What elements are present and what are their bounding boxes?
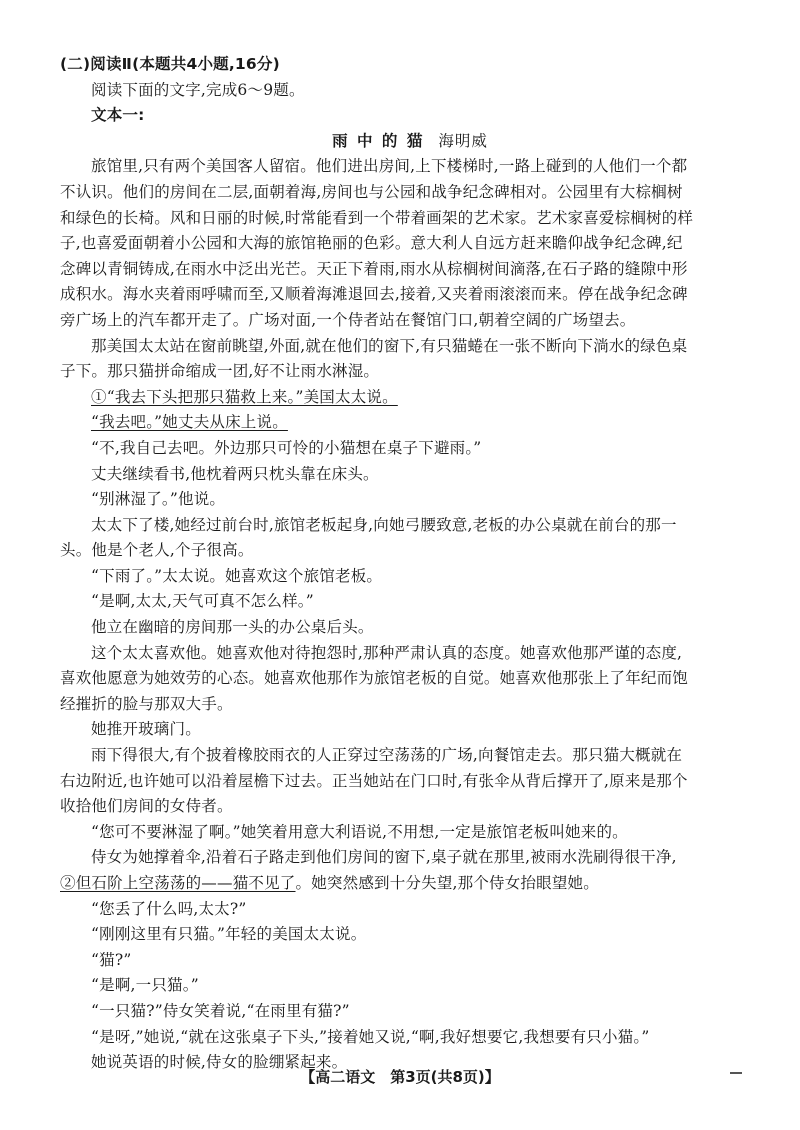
story-line: 不认识。他们的房间在二层,面朝着海,房间也与公园和战争纪念碑相对。公园里有大棕榈树	[60, 182, 683, 201]
dialogue-line: “您可不要淋湿了啊。”她笑着用意大利语说,不用想,一定是旅馆老板叫她来的。	[91, 822, 628, 841]
underlined-dialogue: “我去吧。”她丈夫从床上说。	[91, 413, 288, 432]
story-line: 子,也喜爱面朝着小公园和大海的旅馆艳丽的色彩。意大利人自远方赶来瞻仰战争纪念碑,纪	[60, 234, 683, 253]
story-line: 那美国太太站在窗前眺望,外面,就在他们的窗下,有只猫蜷在一张不断向下淌水的绿色桌	[91, 336, 688, 355]
story-line: 收拾他们房间的女侍者。	[60, 797, 233, 816]
dialogue-line: “您丢了什么吗,太太?”	[91, 899, 247, 918]
story-line: 旁广场上的汽车都开走了。广场对面,一个侍者站在餐馆门口,朝着空阔的广场望去。	[60, 310, 636, 329]
dialogue-line: “下雨了。”太太说。她喜欢这个旅馆老板。	[91, 566, 383, 585]
story-line: 侍女为她撑着伞,沿着石子路走到他们房间的窗下,桌子就在那里,被雨水洗刷得很干净,	[91, 848, 677, 867]
dialogue-line	[60, 385, 760, 411]
story-line: 雨下得很大,有个披着橡胶雨衣的人正穿过空荡荡的广场,向餐馆走去。那只猫大概就在	[91, 746, 683, 765]
story-line: 她说英语的时候,侍女的脸绷紧起来。	[91, 1053, 348, 1072]
section-header: (二)阅读Ⅱ(本题共4小题,16分)	[60, 55, 280, 73]
story-line: 和绿色的长椅。风和日丽的时候,时常能看到一个带着画架的艺术家。艺术家喜爱棕榈树的样	[60, 208, 694, 227]
dialogue-line: “不,我自己去吧。外边那只可怜的小猫想在桌子下避雨。”	[91, 438, 482, 457]
dialogue-line	[60, 410, 760, 436]
instruction-text: 阅读下面的文字,完成6～9题。	[91, 80, 305, 99]
story-line: 经摧折的脸与那双大手。	[60, 694, 233, 713]
page-footer: 【高二语文 第3页(共8页)】	[300, 1068, 500, 1086]
story-line: 旅馆里,只有两个美国客人留宿。他们进出房间,上下楼梯时,一路上碰到的人他们一个都	[91, 157, 688, 176]
story-line: 这个太太喜欢他。她喜欢他对待抱怨时,那种严肃认真的态度。她喜欢他那严谨的态度,	[91, 643, 683, 662]
story-line: 丈夫继续看书,他枕着两只枕头靠在床头。	[91, 464, 379, 483]
story-author: 海明威	[438, 131, 488, 150]
dialogue-line: “别淋湿了。”他说。	[91, 490, 226, 509]
dialogue-line: “刚刚这里有只猫。”年轻的美国太太说。	[91, 925, 367, 944]
story-line: 念碑以青铜铸成,在雨水中泛出光芒。天正下着雨,雨水从棕榈树间滴落,在石子路的缝隙中形	[60, 259, 688, 278]
story-line: 太太下了楼,她经过前台时,旅馆老板起身,向她弓腰致意,老板的办公桌就在前台的那一	[91, 515, 677, 534]
story-line: 喜欢他愿意为她效劳的心态。她喜欢他那作为旅馆老板的自觉。她喜欢他那张上了年纪而饱	[60, 669, 689, 688]
story-line	[60, 871, 760, 897]
story-line: 头。他是个老人,个子很高。	[60, 541, 254, 560]
dialogue-line: “猫?”	[91, 950, 132, 969]
story-line: 成积水。海水夹着雨呼啸而至,又顺着海滩退回去,接着,又夹着雨滚滚而来。停在战争纪念碑	[60, 285, 688, 304]
story-title-text: 雨 中 的 猫	[332, 131, 425, 150]
dialogue-line: “是啊,太太,天气可真不怎么样。”	[91, 592, 314, 611]
dialogue-line: “一只猫?”侍女笑着说,“在雨里有猫?”	[91, 1001, 350, 1020]
underlined-sentence-2: ②但石阶上空荡荡的——猫不见了	[60, 874, 296, 892]
dialogue-line: “是呀,”她说,“就在这张桌子下头,”接着她又说,“啊,我好想要它,我想要有只小猫。”	[91, 1027, 650, 1046]
text-label: 文本一:	[91, 106, 145, 125]
document-page	[60, 52, 760, 1076]
story-line: 他立在幽暗的房间那一头的办公桌后头。	[91, 618, 374, 637]
story-line: 子下。那只猫拼命缩成一团,好不让雨水淋湿。	[60, 362, 380, 381]
story-line: 右边附近,也许她可以沿着屋檐下过去。正当她站在门口时,有张伞从背后撑开了,原来是那个	[60, 771, 688, 790]
story-title	[60, 129, 760, 155]
underlined-sentence-1: ①“我去下头把那只猫救上来。”美国太太说。	[91, 387, 398, 406]
story-line: 她推开玻璃门。	[91, 720, 201, 739]
story-line-tail: 。她突然感到十分失望,那个侍女抬眼望她。	[295, 874, 599, 892]
footer-dash-mark	[730, 1072, 742, 1074]
dialogue-line: “是啊,一只猫。”	[91, 976, 199, 995]
